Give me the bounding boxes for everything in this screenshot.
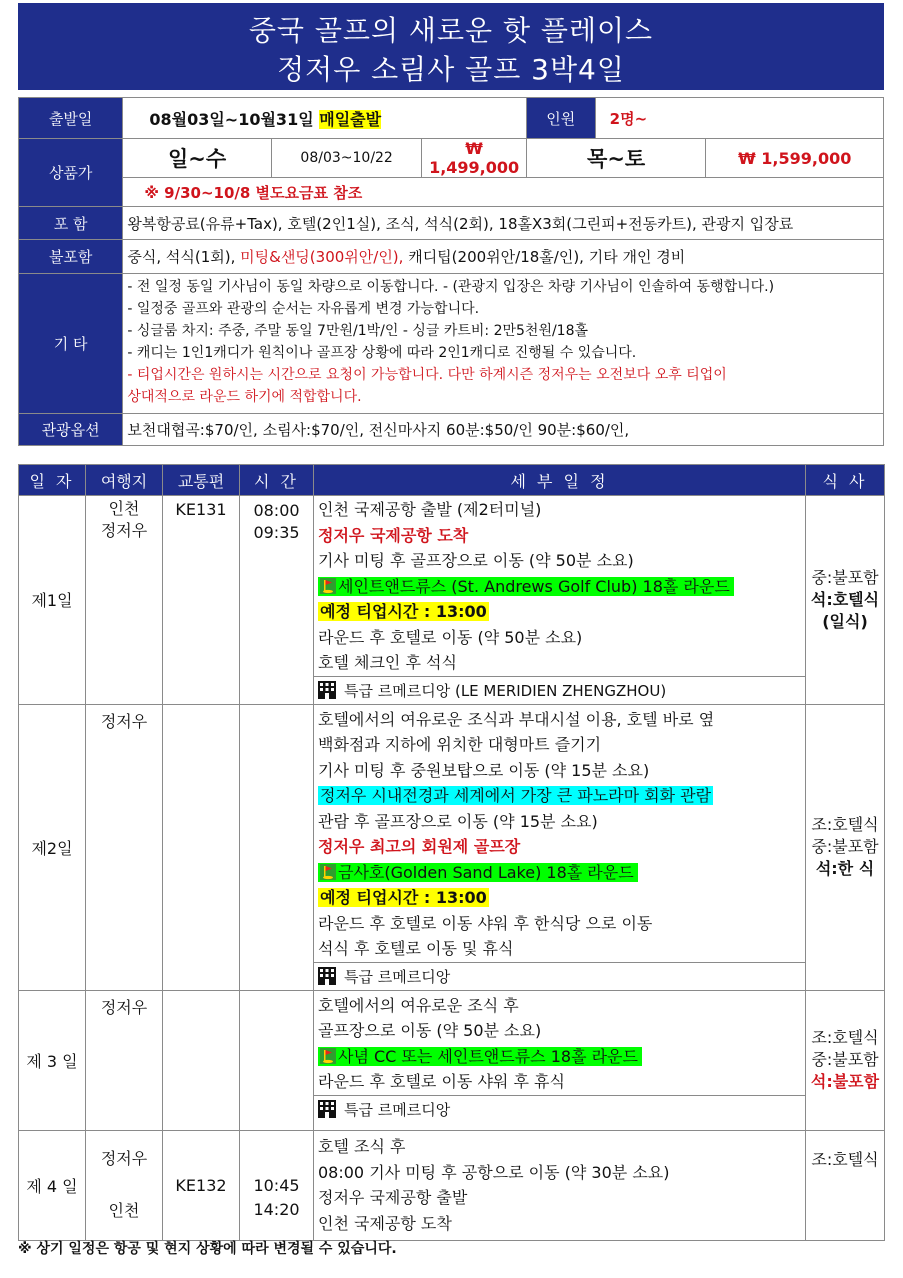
include-label: 포 함 bbox=[19, 207, 123, 240]
people-value: 2명~ bbox=[595, 98, 883, 139]
day2-panorama-line bbox=[314, 783, 805, 809]
etc-line: - 캐디는 1인1캐디가 원칙이나 골프장 상황에 따라 2인1캐디로 진행될 수 있습니다. bbox=[127, 345, 637, 361]
golf-flag-icon bbox=[320, 1048, 336, 1064]
footnote: ※ 상기 일정은 항공 및 현지 상황에 따라 변경될 수 있습니다. bbox=[18, 1241, 397, 1257]
day4-detail bbox=[314, 1130, 806, 1240]
day1-hotel bbox=[314, 676, 805, 704]
day1-teeup-line bbox=[314, 599, 805, 625]
day3-place: 정저우 bbox=[86, 990, 163, 1130]
day1-transport: KE131 bbox=[163, 496, 240, 705]
day2-line: 관람 후 골프장으로 이동 (약 15분 소요) bbox=[318, 811, 598, 831]
day3-label: 제 3 일 bbox=[19, 990, 86, 1130]
title-line2: 정저우 소림사 골프 3박4일 bbox=[277, 53, 625, 86]
day3-transport bbox=[163, 990, 240, 1130]
departure-dates: 08월03일~10월31일 bbox=[149, 109, 314, 129]
day4-transport: KE132 bbox=[163, 1130, 240, 1240]
exclude-text-1: 중식, 석식(1회), bbox=[127, 248, 241, 266]
day2-meal bbox=[806, 704, 885, 990]
title-banner bbox=[18, 3, 884, 90]
day2-label: 제2일 bbox=[19, 704, 86, 990]
etc-red-line: - 티업시간은 원하시는 시간으로 요청이 가능합니다. 다만 하계시즌 정저우는 오전보다 오후 티업이 bbox=[127, 367, 727, 383]
etc-line: - 일정중 골프와 관광의 순서는 자유롭게 변경 가능합니다. bbox=[127, 301, 480, 317]
day3-hotel-name: 특급 르메르디앙 bbox=[344, 1100, 451, 1119]
day3-hotel bbox=[314, 1095, 805, 1123]
header-transport: 교통편 bbox=[163, 465, 240, 496]
day1-place bbox=[86, 496, 163, 705]
day2-line: 정저우 최고의 회원제 골프장 bbox=[318, 837, 521, 856]
day1-label: 제1일 bbox=[19, 496, 86, 705]
exclude-cell bbox=[123, 240, 884, 274]
header-place: 여행지 bbox=[86, 465, 163, 496]
day4-line: 호텔 조식 후 bbox=[318, 1137, 406, 1156]
price-days-weekend: 목~토 bbox=[526, 139, 706, 178]
etc-line: - 싱글룸 차지: 주중, 주말 동일 7만원/1박/인 - 싱글 카트비: 2만5천원/18홀 bbox=[127, 323, 589, 339]
day1-hotel-name: 특급 르메르디앙 (LE MERIDIEN ZHENGZHOU) bbox=[344, 681, 667, 700]
day2-teeup-line bbox=[314, 885, 805, 911]
day2-detail bbox=[314, 704, 806, 990]
day1-golf-highlight bbox=[318, 577, 734, 596]
header-detail: 세 부 일 정 bbox=[314, 465, 806, 496]
price-note: ※ 9/30~10/8 별도요금표 참조 bbox=[123, 178, 884, 207]
day4-place-2: 인천 bbox=[108, 1201, 140, 1220]
day1-line: 정저우 국제공항 도착 bbox=[318, 525, 469, 545]
hotel-building-icon bbox=[318, 681, 336, 699]
day1-meal bbox=[806, 496, 885, 705]
day1-time-2: 09:35 bbox=[253, 523, 300, 542]
hotel-building-icon bbox=[318, 967, 336, 985]
schedule-table bbox=[18, 464, 885, 1241]
day1-golf-line bbox=[314, 574, 805, 600]
day3-time bbox=[240, 990, 314, 1130]
golf-flag-icon bbox=[320, 864, 336, 880]
day4-place bbox=[86, 1130, 163, 1240]
etc-line: - 전 일정 동일 기사님이 동일 차량으로 이동합니다. - (관광지 입장은 차량 기사님이 인솔하여 동행합니다.) bbox=[127, 279, 775, 295]
day1-time bbox=[240, 496, 314, 705]
day1-golf-text: 세인트앤드류스 (St. Andrews Golf Club) 18홀 라운드 bbox=[338, 576, 730, 596]
day2-teeup: 예정 티업시간 : 13:00 bbox=[320, 888, 487, 907]
day3-detail bbox=[314, 990, 806, 1130]
departure-cell bbox=[123, 98, 526, 139]
product-info-table bbox=[18, 97, 884, 446]
day3-golf-highlight bbox=[318, 1047, 642, 1066]
day3-golf-line bbox=[314, 1044, 805, 1070]
day2-golf-text: 금사호(Golden Sand Lake) 18홀 라운드 bbox=[338, 862, 634, 882]
day3-meal-1: 조:호텔식 bbox=[811, 1028, 879, 1047]
day4-meal-1: 조:호텔식 bbox=[811, 1149, 879, 1169]
etc-cell bbox=[123, 274, 884, 414]
day3-line: 라운드 후 호텔로 이동 샤워 후 휴식 bbox=[318, 1072, 565, 1091]
exclude-label: 불포함 bbox=[19, 240, 123, 274]
price-period: 08/03~10/22 bbox=[271, 139, 422, 178]
day2-meal-1: 조:호텔식 bbox=[811, 815, 879, 834]
day2-line: 석식 후 호텔로 이동 및 휴식 bbox=[318, 939, 514, 958]
hotel-building-icon bbox=[318, 1100, 336, 1118]
day4-time-1: 10:45 bbox=[253, 1176, 300, 1195]
price-label: 상품가 bbox=[19, 139, 123, 207]
day2-golf-line bbox=[314, 860, 805, 886]
day1-time-1: 08:00 bbox=[253, 501, 300, 520]
title-line1: 중국 골프의 새로운 핫 플레이스 bbox=[248, 14, 654, 47]
day4-line: 인천 국제공항 도착 bbox=[318, 1213, 452, 1233]
day1-meal-1: 중:불포함 bbox=[811, 567, 879, 587]
day4-place-1: 정저우 bbox=[100, 1149, 148, 1168]
day4-time bbox=[240, 1130, 314, 1240]
day1-line: 라운드 후 호텔로 이동 (약 50분 소요) bbox=[318, 627, 583, 647]
departure-daily: 매일출발 bbox=[319, 109, 382, 129]
day4-label: 제 4 일 bbox=[19, 1130, 86, 1240]
day2-hotel bbox=[314, 962, 805, 990]
exclude-text-2: 캐디팁(200위안/18홀/인), 기타 개인 경비 bbox=[403, 248, 686, 266]
day3-golf-text: 사념 CC 또는 세인트앤드류스 18홀 라운드 bbox=[338, 1046, 638, 1066]
header-meal: 식 사 bbox=[806, 465, 885, 496]
header-date: 일 자 bbox=[19, 465, 86, 496]
day2-meal-2: 중:불포함 bbox=[811, 837, 879, 856]
day3-line: 골프장으로 이동 (약 50분 소요) bbox=[318, 1021, 542, 1040]
exclude-text-red: 미팅&샌딩(300위안/인), bbox=[240, 248, 404, 266]
etc-red-line: 상대적으로 라운드 하기에 적합합니다. bbox=[127, 389, 362, 405]
day2-panorama: 정저우 시내전경과 세계에서 가장 큰 파노라마 회화 관람 bbox=[320, 786, 712, 805]
day2-line: 백화점과 지하에 위치한 대형마트 즐기기 bbox=[318, 735, 602, 754]
day1-meal-2: 석:호텔식 bbox=[810, 589, 880, 609]
day1-line: 호텔 체크인 후 석식 bbox=[318, 653, 457, 672]
day2-golf-highlight bbox=[318, 863, 638, 882]
day2-transport bbox=[163, 704, 240, 990]
people-label: 인원 bbox=[526, 98, 595, 139]
day1-place-1: 인천 bbox=[108, 499, 140, 518]
include-text: 왕복항공료(유류+Tax), 호텔(2인1실), 조식, 석식(2회), 18홀X3회(그린피+전동카트), 관광지 입장료 bbox=[123, 207, 884, 240]
day4-line: 정저우 국제공항 출발 bbox=[318, 1188, 468, 1207]
day3-meal bbox=[806, 990, 885, 1130]
day4-time-2: 14:20 bbox=[253, 1200, 300, 1219]
day2-meal-3: 석:한 식 bbox=[815, 859, 875, 878]
day1-detail bbox=[314, 496, 806, 705]
golf-flag-icon bbox=[320, 578, 336, 594]
day2-line: 라운드 후 호텔로 이동 샤워 후 한식당 으로 이동 bbox=[318, 913, 653, 933]
option-label: 관광옵션 bbox=[19, 414, 123, 446]
etc-label: 기 타 bbox=[19, 274, 123, 414]
day4-line: 08:00 기사 미팅 후 공항으로 이동 (약 30분 소요) bbox=[318, 1162, 670, 1182]
day2-line: 기사 미팅 후 중원보탑으로 이동 (약 15분 소요) bbox=[318, 760, 650, 780]
price-value-weekend: ₩ 1,599,000 bbox=[706, 139, 884, 178]
day1-meal-3: (일식) bbox=[822, 611, 868, 631]
price-days-weekday: 일~수 bbox=[123, 139, 271, 178]
day1-teeup: 예정 티업시간 : 13:00 bbox=[320, 602, 487, 621]
day3-meal-3: 석:불포함 bbox=[810, 1072, 880, 1091]
day3-line: 호텔에서의 여유로운 조식 후 bbox=[318, 995, 519, 1015]
day4-meal bbox=[806, 1130, 885, 1240]
day1-place-2: 정저우 bbox=[100, 521, 148, 540]
day1-line: 기사 미팅 후 골프장으로 이동 (약 50분 소요) bbox=[318, 551, 634, 570]
day2-line: 호텔에서의 여유로운 조식과 부대시설 이용, 호텔 바로 옆 bbox=[318, 709, 715, 729]
departure-label: 출발일 bbox=[19, 98, 123, 139]
header-time: 시 간 bbox=[240, 465, 314, 496]
day3-meal-2: 중:불포함 bbox=[811, 1050, 879, 1069]
day2-time bbox=[240, 704, 314, 990]
price-value-weekday: ₩ 1,499,000 bbox=[422, 139, 526, 178]
day2-place: 정저우 bbox=[86, 704, 163, 990]
option-text: 보천대협곡:$70/인, 소림사:$70/인, 전신마사지 60분:$50/인 90분:$60/인, bbox=[123, 414, 884, 446]
day2-hotel-name: 특급 르메르디앙 bbox=[344, 967, 451, 986]
day1-line: 인천 국제공항 출발 (제2터미널) bbox=[318, 500, 542, 519]
